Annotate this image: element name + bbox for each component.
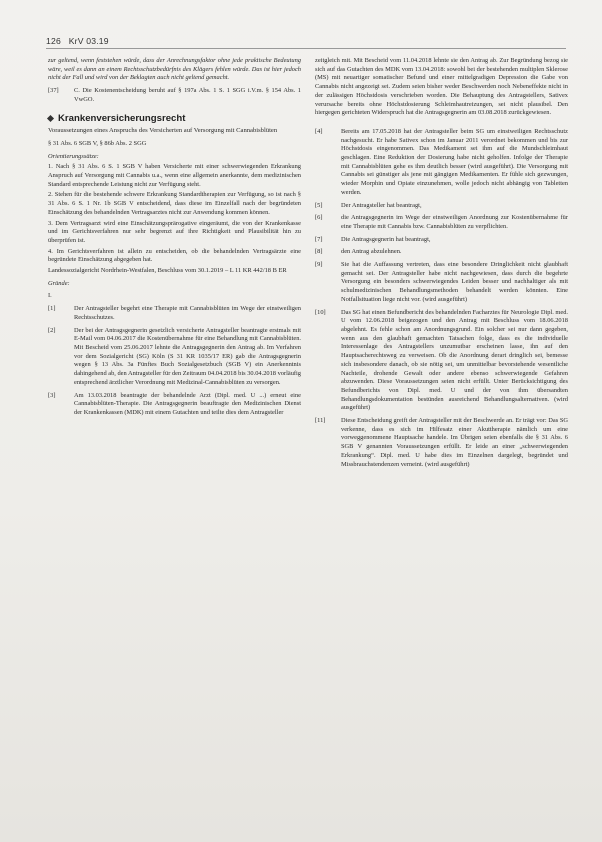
headnotes-heading: Orientierungssätze: <box>48 152 99 160</box>
decision-subtitle: Voraussetzungen eines Anspruchs des Versicherten auf Versorgung mit Cannabisblüten <box>48 127 278 135</box>
paragraph-text: C. Die Kostenentscheidung beruht auf § 197a Abs. 1 S. 1 SGG i.V.m. § 154 Abs. 1 VwGO. <box>74 87 301 103</box>
section-heading <box>48 112 301 124</box>
headnote-item: 3. Dem Vertragsarzt wird eine Einschätzungsprärogative eingeräumt, die von der Krankenkasse und im Gerichtsverfahren nur sehr begrenzt auf ihre Richtigkeit und Plausibilität hin zu überprüfen ist. <box>48 219 301 244</box>
headnotes <box>48 153 301 265</box>
paragraph-number: [10] <box>315 308 326 316</box>
paragraph-text: Der Antragsteller hat beantragt, <box>341 201 422 209</box>
paragraph-number: [1] <box>48 305 56 313</box>
paragraph <box>315 236 568 245</box>
paragraph-text: Die Antragsgegnerin hat beantragt, <box>341 235 431 243</box>
paragraph <box>48 327 301 388</box>
paragraph <box>48 305 301 322</box>
paragraph <box>315 261 568 305</box>
header-rule <box>46 48 566 49</box>
paragraph-number: [3] <box>48 391 56 399</box>
paragraph-number: [4] <box>315 127 323 135</box>
paragraph <box>315 417 568 469</box>
left-column <box>48 57 301 422</box>
paragraph-text: Der bei der Antragsgegnerin gesetzlich versicherte Antragsteller beantragte erstmals mit E-Mail vom 04.06.2017 die Kostenübernahme für eine Behandlung mit Cannabisblüten. Mit Bescheid vom 25.06.2017 lehnte die Antragsgegnerin den Antrag ab. Im Verfahren vor dem Sozialgericht (SG) Köln (S 31 KR 1035/17 ER) gab die Antragsgegnerin wegen § 13 Abs. 3a Fünftes Buch Sozialgesetzbuch (SGB V) ein Anerkenntnis dahingehend ab, den Antragsteller für den Zeitraum 04.04.2018 bis 30.04.2018 vorläufig entsprechend ärztlicher Verordnung mit Medizinal-Cannabisblüten zu versorgen. <box>74 326 301 386</box>
roman-section-marker: I. <box>48 292 52 300</box>
paragraph-number: [5] <box>315 201 323 209</box>
headnote-item: 4. Im Gerichtsverfahren ist allein zu entscheiden, ob die behandelnden Vertragsärzte eine begründete Einschätzung abgegeben hat. <box>48 247 301 264</box>
paragraph <box>315 128 568 198</box>
headnote-item: 2. Stehen für die bestehende schwere Erkrankung Standardtherapien zur Verfügung, so ist nach § 31 Abs. 6 S. 1 Nr. 1b SGB V entscheidend, dass diese im Einzelfall nach der begründeten Einschätzung des behandelnden Vertragsarztes nicht zur Anwendung kommen können. <box>48 191 301 216</box>
paragraph-number: [9] <box>315 261 323 269</box>
section-heading-text: Krankenversicherungsrecht <box>58 112 186 124</box>
paragraph-text: die Antragsgegnerin im Wege der einstweiligen Anordnung zur Kostenübernahme für eine Therapie mit Cannabis bzw. Cannabisblüten zu verpflichten. <box>341 214 568 230</box>
paragraph-number: [37] <box>48 87 59 95</box>
paragraph-text: Bereits am 17.05.2018 hat der Antragsteller beim SG um einstweiligen Rechtsschutz nachgesucht. Er habe Sativex schon im Januar 2011 verordnet bekommen und bis zur Höchstdosis eingenommen. Das Medikament sei ihm auf die Mundschleimhaut geschlagen. Eine Reduktion der Dosierung habe nicht geholfen. Infolge der Therapie mit Cannabisblüten gehe es ihm deutlich besser (wird ausgeführt). Die Versorgung mit Cannabis sei günstiger als jene mit gängigen Medikamenten. Er fühle sich gezwungen, wieder Morphin und Opiate einzunehmen, wolle jedoch nicht abhängig von Tabletten werden. <box>341 127 568 196</box>
paragraph-number: [11] <box>315 417 326 425</box>
continued-text: zeitgleich mit. Mit Bescheid vom 11.04.2018 lehnte sie den Antrag ab. Zur Begründung bezog sie sich auf das Gutachten des MDK vom 13.04.2018: sowohl bei der bestehenden multiplen Sklerose (MS) mit neuartiger somatischer Befund und einer mittelgradigen Depression die Gabe von Cannabis nicht angezeigt sei. Zudem seien bisher weder Beschwerden noch Nebeneffekte nicht in der zulässigen Höchstdosis verschrieben worden. Die Behauptung des Antragstellers, Sativex verursache bereits ohne Höchstdosierung Schleimhautreizungen, sei nicht plausibel. Den hiergegen gerichteten Widerspruch hat die Antragsgegnerin am 03.08.2018 zurückgewiesen. <box>315 57 568 117</box>
page-number: 126 <box>46 36 61 46</box>
paragraph-number: [8] <box>315 248 323 256</box>
intro-text: zur geltend, wenn feststehen würde, dass der Anrechnungsfaktor ohne jede praktische Bedeutung wäre, weil es dann an einem Rechtsschutzbedürfnis des Klägers fehlen würde. Das ist hier jedoch nicht der Fall und wird von der Beklagten auch nicht geltend gemacht. <box>48 57 301 82</box>
court-citation: Landessozialgericht Nordrhein-Westfalen, Beschluss vom 30.1.2019 – L 11 KR 442/18 B ER <box>48 267 287 275</box>
paragraph-text: Diese Entscheidung greift der Antragsteller mit der Beschwerde an. Er trägt vor: Das SG verkenne, dass es sich im Hilfesatz einer Akuttherapie nämlich um eine vorweggenommene Hauptsache handele. Im Übrigen seien ebenfalls die § 31 Abs. 6 SGB V genannten Voraussetzungen erfüllt. Er leide an einer „schwerwiegenden Erkrankung“. Dipl. med. U habe dies im Einzelnen dargelegt, begründet und Missbrauchstendenzen verneint. (wird ausgeführt) <box>341 417 568 468</box>
reasons-heading: Gründe: <box>48 279 70 287</box>
diamond-bullet-icon <box>47 115 54 122</box>
right-column <box>315 57 568 473</box>
headnote-item: 1. Nach § 31 Abs. 6 S. 1 SGB V haben Versicherte mit einer schwerwiegenden Erkrankung Anspruch auf Versorgung mit Cannabis u.a., wenn eine allgemein anerkannte, dem medizinischen Standard entsprechende Leistung nicht zur Verfügung steht. <box>48 163 301 188</box>
paragraph-text: Das SG hat einen Befundbericht des behandelnden Facharztes für Neurologie Dipl. med. U vom 12.06.2018 beigezogen und den Antrag mit Beschluss vom 18.06.2018 abgelehnt. Es fehle schon am Anordnungsgrund. Ein solcher sei nur dann gegeben, wenn aus den glaubhaft gemachten Tatsachen folge, dass es die individuelle Interessenlage des Antragstellers unzumutbar erscheinen lasse, ihn auf den Hauptsacherechtsweg zu verweisen. Ob die Anordnung derart dringlich sei, bemesse sich insbesondere danach, ob sie nötig sei, um unmittelbar bevorstehende wesentliche Nachteile, drohende Gewalt oder andere ebenso schwerwiegende Gefahren abzuwenden. Diese Voraussetzungen seien nicht erfüllt. Unter Berücksichtigung des Befundberichts von Dipl. med. U und der von ihm übersandten Behandlungsdokumentation bestünden ausreichend Behandlungsalternativen. (wird ausgeführt) <box>341 308 568 412</box>
paragraph <box>315 309 568 413</box>
paragraph-text: Sie hat die Auffassung vertreten, dass eine besondere Dringlichkeit nicht glaubhaft gemacht sei. Der Antragsteller habe nicht nachgewiesen, dass durch die begehrte Versorgung ein besonders schwerwiegendes Leiden besser und nachhaltiger als mit schulmedizinischen Behandlungsmethoden behandelt werden könnten. Eine Notfallsituation liege nicht vor. (wird ausgeführt) <box>341 261 568 303</box>
paragraph <box>315 248 568 257</box>
paragraph <box>315 202 568 211</box>
paragraph-number: [2] <box>48 326 56 334</box>
running-header <box>46 36 109 46</box>
paragraph <box>315 214 568 231</box>
paragraph <box>48 392 301 418</box>
paragraph-text: Am 13.03.2018 beantragte der behandelnde Arzt (Dipl. med. U ...) erneut eine Cannabisblüten-Therapie. Die Antragsgegnerin beauftragte den Medizinischen Dienst der Krankenkassen (MDK) mit einem Gutachten und teilte dies dem Antragsteller <box>74 391 301 416</box>
paragraph-text: den Antrag abzulehnen. <box>341 248 402 256</box>
paragraph <box>48 87 301 104</box>
paragraph-text: Der Antragsteller begehrt eine Therapie mit Cannabisblüten im Wege der einstweiligen Rechtsschutzes. <box>74 305 301 321</box>
paragraph-number: [7] <box>315 235 323 243</box>
legal-norms: § 31 Abs. 6 SGB V, § 86b Abs. 2 SGG <box>48 139 147 147</box>
paragraph-number: [6] <box>315 214 323 222</box>
journal-issue: KrV 03.19 <box>68 36 109 46</box>
